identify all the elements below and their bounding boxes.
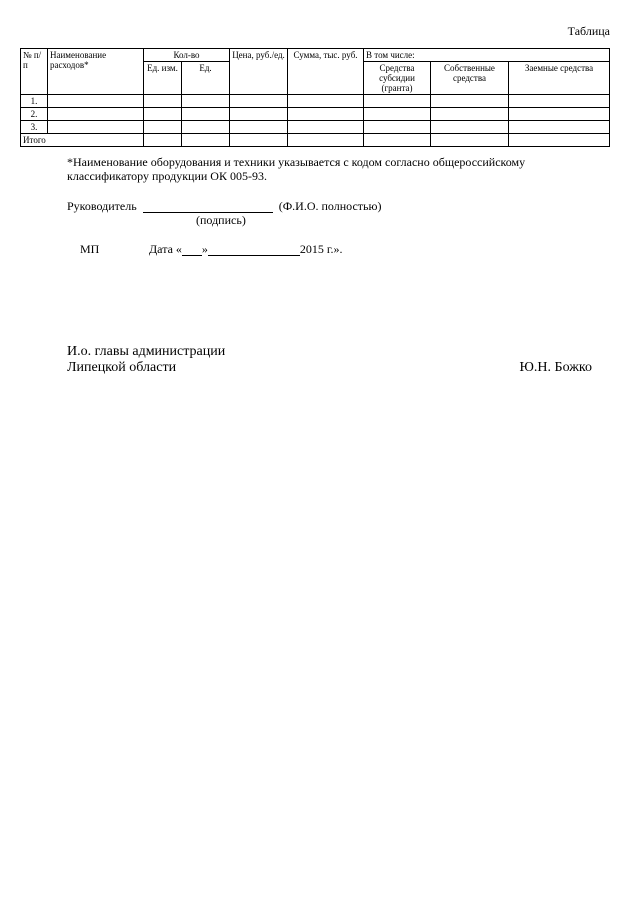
header-price: Цена, руб./ед. xyxy=(230,49,288,95)
header-unit-measure: Ед. изм. xyxy=(144,62,182,95)
closing-title: И.о. главы администрации xyxy=(67,344,226,359)
table-row xyxy=(21,108,610,121)
day-blank xyxy=(182,255,202,256)
signature-line xyxy=(67,199,382,213)
closing-name: Ю.Н. Божко xyxy=(519,360,592,375)
header-borrowed-funds: Заемные средства xyxy=(509,62,610,95)
header-including: В том числе: xyxy=(364,49,610,62)
stamp-mark: МП xyxy=(80,242,100,256)
table-row xyxy=(21,95,610,108)
expense-table xyxy=(20,48,610,147)
row-number: 1. xyxy=(21,95,48,108)
total-label: Итого xyxy=(21,134,144,147)
signature-fio: (Ф.И.О. полностью) xyxy=(278,199,382,213)
header-quantity: Кол-во xyxy=(144,49,230,62)
row-number: 2. xyxy=(21,108,48,121)
table-row-total xyxy=(21,134,610,147)
footnote: *Наименование оборудования и техники указывается с кодом согласно общероссийскому классификатору продукции ОК 005-93. xyxy=(67,155,526,183)
header-sum: Сумма, тыс. руб. xyxy=(288,49,364,95)
header-name: Наименование расходов* xyxy=(48,49,144,95)
month-blank xyxy=(208,255,300,256)
table-caption: Таблица xyxy=(567,24,610,38)
header-units: Ед. xyxy=(182,62,230,95)
closing-region: Липецкой области xyxy=(67,360,177,375)
header-number: № п/п xyxy=(21,49,48,95)
signature-hint: (подпись) xyxy=(196,213,246,227)
row-number: 3. xyxy=(21,121,48,134)
date-line: Дата « » 2015 г.». xyxy=(149,242,343,256)
header-own-funds: Собственные средства xyxy=(431,62,509,95)
table-row xyxy=(21,121,610,134)
header-subsidy: Средства субсидии (гранта) xyxy=(364,62,431,95)
signature-label: Руководитель xyxy=(67,199,137,213)
